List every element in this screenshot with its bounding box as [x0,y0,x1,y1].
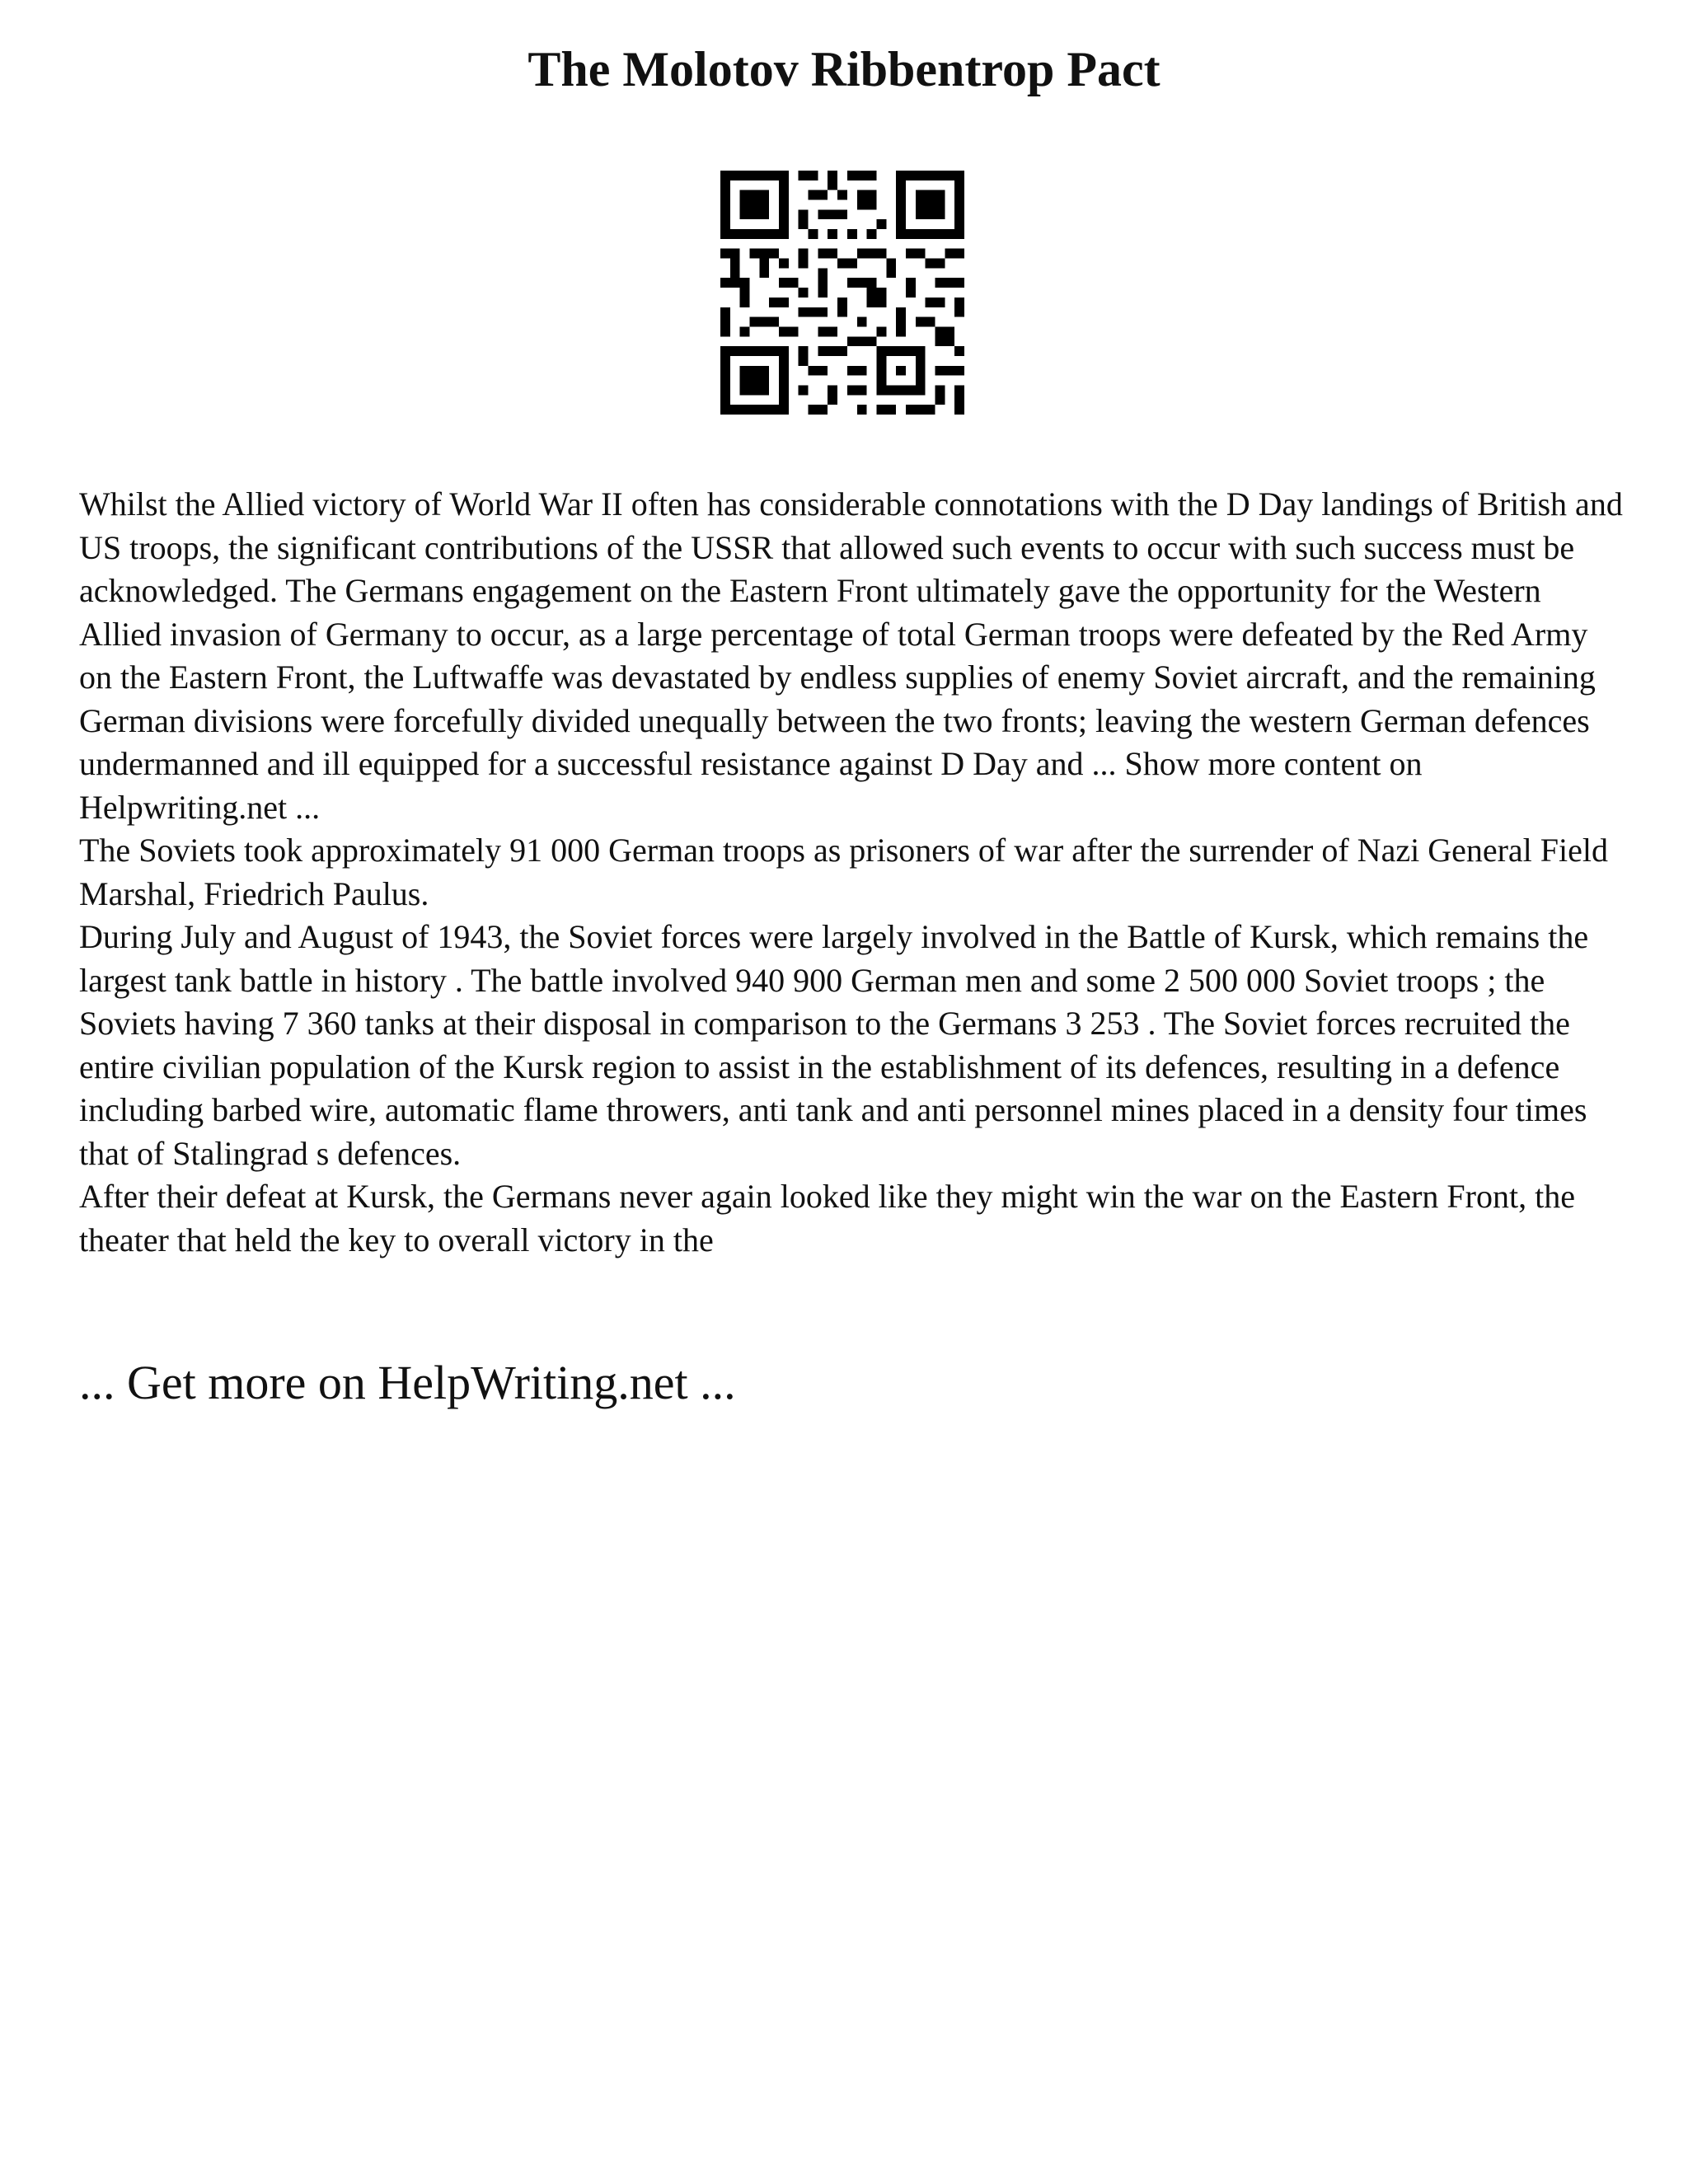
paragraph: The Soviets took approximately 91 000 German troops as prisoners of war after the surrender of Nazi General Field Marshal, Friedrich Paulus. [79,832,1608,912]
article-body [79,483,1629,1262]
paragraph: After their defeat at Kursk, the Germans never again looked like they might win the war on the Eastern Front, the theater that held the key to overall victory in the [79,1178,1575,1258]
get-more-link[interactable]: ... Get more on HelpWriting.net ... [79,1356,736,1409]
qr-code-icon [720,171,964,415]
page-title: The Molotov Ribbentrop Pact [528,42,1160,96]
paragraph: Whilst the Allied victory of World War II often has considerable connotations with the D Day landings of British and US troops, the significant contributions of the USSR that allowed such events to occur with such success must be acknowledged. The Germans engagement on the Eastern Front ultimately gave the opportunity for the Western Allied invasion of Germany to occur, as a large percentage of total German troops were defeated by the Red Army on the Eastern Front, the Luftwaffe was devastated by endless supplies of enemy Soviet aircraft, and the remaining German divisions were forcefully divided unequally between the two fronts; leaving the western German defences undermanned and ill equipped for a successful resistance against D Day and ... Show more content on Helpwriting.net ... [79,485,1623,826]
paragraph: During July and August of 1943, the Soviet forces were largely involved in the Battle of Kursk, which remains the largest tank battle in history . The battle involved 940 900 German men and some 2 500 000 Soviet troops ; the Soviets having 7 360 tanks at their disposal in comparison to the Germans 3 253 . The Soviet forces recruited the entire civilian population of the Kursk region to assist in the establishment of its defences, resulting in a defence including barbed wire, automatic flame throwers, anti tank and anti personnel mines placed in a density four times that of Stalingrad s defences. [79,918,1589,1172]
